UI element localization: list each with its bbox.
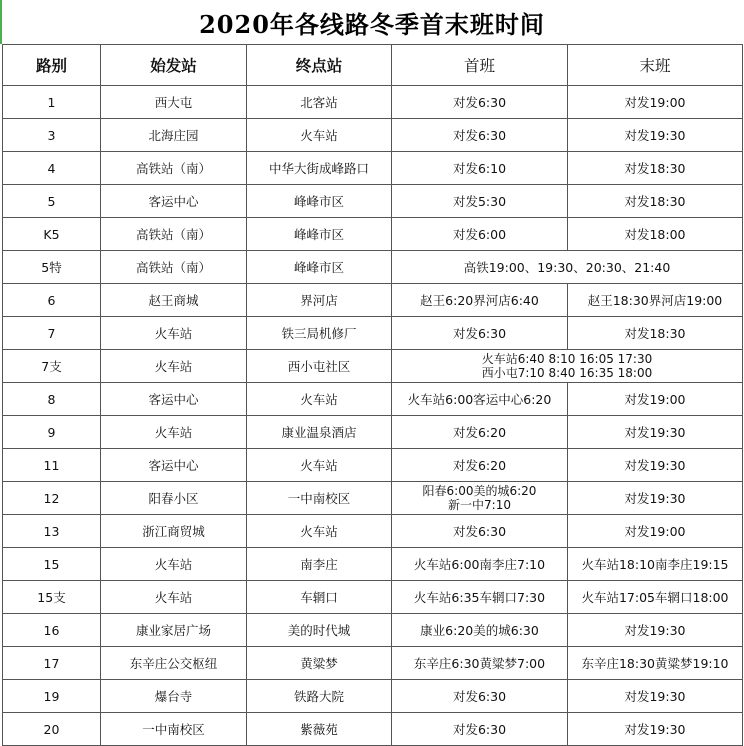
cell-start: 阳春小区 (101, 482, 247, 515)
cell-route: 1 (3, 86, 101, 119)
cell-last: 火车站17:05车辋口18:00 (568, 581, 743, 614)
cell-last: 对发19:30 (568, 680, 743, 713)
cell-first: 东辛庄6:30黄粱梦7:00 (392, 647, 568, 680)
cell-end: 峰峰市区 (247, 185, 392, 218)
table-row (3, 515, 743, 548)
header-first: 首班 (392, 45, 568, 86)
cell-last: 对发19:00 (568, 86, 743, 119)
cell-last: 赵王18:30界河店19:00 (568, 284, 743, 317)
cell-first: 对发6:20 (392, 449, 568, 482)
cell-start: 北海庄园 (101, 119, 247, 152)
cell-last: 对发19:00 (568, 383, 743, 416)
table-row (3, 185, 743, 218)
cell-last: 对发18:30 (568, 185, 743, 218)
cell-start: 康业家居广场 (101, 614, 247, 647)
cell-start: 客运中心 (101, 185, 247, 218)
cell-start: 东辛庄公交枢纽 (101, 647, 247, 680)
cell-end: 峰峰市区 (247, 251, 392, 284)
cell-start: 西大屯 (101, 86, 247, 119)
cell-end: 黄粱梦 (247, 647, 392, 680)
cell-first: 对发6:30 (392, 119, 568, 152)
cell-start: 火车站 (101, 416, 247, 449)
cell-route: 20 (3, 713, 101, 746)
header-start: 始发站 (101, 45, 247, 86)
cell-route: 13 (3, 515, 101, 548)
cell-route: 3 (3, 119, 101, 152)
cell-route: 9 (3, 416, 101, 449)
time-line: 火车站6:40 8:10 16:05 17:30 (481, 352, 653, 366)
table-row (3, 251, 743, 284)
cell-route: 17 (3, 647, 101, 680)
cell-route: 5特 (3, 251, 101, 284)
table-row (3, 416, 743, 449)
cell-route: 6 (3, 284, 101, 317)
table-row (3, 119, 743, 152)
time-line: 新一中7:10 (448, 498, 511, 512)
cell-route: 7支 (3, 350, 101, 383)
cell-start: 高铁站（南） (101, 218, 247, 251)
cell-end: 火车站 (247, 515, 392, 548)
cell-route: 15 (3, 548, 101, 581)
cell-first: 对发6:20 (392, 416, 568, 449)
cell-last: 对发19:30 (568, 119, 743, 152)
cell-end: 西小屯社区 (247, 350, 392, 383)
cell-first: 对发6:30 (392, 515, 568, 548)
header-last: 末班 (568, 45, 743, 86)
cell-start: 火车站 (101, 350, 247, 383)
cell-route: 12 (3, 482, 101, 515)
table-row (3, 350, 743, 383)
cell-end: 火车站 (247, 119, 392, 152)
header-row (3, 45, 743, 86)
cell-first: 对发6:30 (392, 680, 568, 713)
cell-last: 对发19:30 (568, 713, 743, 746)
cell-end: 车辋口 (247, 581, 392, 614)
cell-first: 赵王6:20界河店6:40 (392, 284, 568, 317)
cell-last: 对发19:00 (568, 515, 743, 548)
table-row (3, 284, 743, 317)
cell-route: 8 (3, 383, 101, 416)
cell-end: 北客站 (247, 86, 392, 119)
table-row (3, 482, 743, 515)
table-row (3, 86, 743, 119)
cell-end: 铁路大院 (247, 680, 392, 713)
cell-first: 康业6:20美的城6:30 (392, 614, 568, 647)
schedule-table (2, 44, 743, 746)
cell-route: K5 (3, 218, 101, 251)
cell-start: 一中南校区 (101, 713, 247, 746)
cell-first (392, 482, 568, 515)
cell-first: 火车站6:00客运中心6:20 (392, 383, 568, 416)
cell-start: 客运中心 (101, 449, 247, 482)
table-body (3, 86, 743, 746)
cell-end: 中华大街成峰路口 (247, 152, 392, 185)
cell-merged-times: 高铁19:00、19:30、20:30、21:40 (392, 251, 743, 284)
cell-end: 铁三局机修厂 (247, 317, 392, 350)
table-row (3, 383, 743, 416)
cell-last: 对发19:30 (568, 416, 743, 449)
table-row (3, 449, 743, 482)
cell-start: 高铁站（南） (101, 152, 247, 185)
table-row (3, 680, 743, 713)
table-row (3, 647, 743, 680)
cell-last: 东辛庄18:30黄粱梦19:10 (568, 647, 743, 680)
cell-route: 7 (3, 317, 101, 350)
table-row (3, 152, 743, 185)
cell-first: 火车站6:00南李庄7:10 (392, 548, 568, 581)
time-line: 西小屯7:10 8:40 16:35 18:00 (481, 366, 653, 380)
cell-end: 火车站 (247, 383, 392, 416)
cell-first: 火车站6:35车辋口7:30 (392, 581, 568, 614)
table-row (3, 581, 743, 614)
cell-route: 5 (3, 185, 101, 218)
cell-last: 对发19:30 (568, 449, 743, 482)
cell-end: 南李庄 (247, 548, 392, 581)
cell-merged-times (392, 350, 743, 383)
cell-last: 对发19:30 (568, 614, 743, 647)
table-row (3, 548, 743, 581)
table-row (3, 218, 743, 251)
cell-first: 对发6:00 (392, 218, 568, 251)
cell-route: 16 (3, 614, 101, 647)
table-row (3, 713, 743, 746)
cell-route: 11 (3, 449, 101, 482)
cell-last: 对发18:30 (568, 317, 743, 350)
cell-last: 对发19:30 (568, 482, 743, 515)
cell-end: 紫薇苑 (247, 713, 392, 746)
cell-end: 界河店 (247, 284, 392, 317)
header-route: 路别 (3, 45, 101, 86)
cell-start: 客运中心 (101, 383, 247, 416)
cell-end: 火车站 (247, 449, 392, 482)
cell-end: 康业温泉酒店 (247, 416, 392, 449)
cell-start: 赵王商城 (101, 284, 247, 317)
cell-first: 对发5:30 (392, 185, 568, 218)
cell-start: 爆台寺 (101, 680, 247, 713)
cell-end: 一中南校区 (247, 482, 392, 515)
cell-first: 对发6:10 (392, 152, 568, 185)
table-row (3, 614, 743, 647)
page-title: 2020年各线路冬季首末班时间 (199, 9, 545, 39)
cell-end: 峰峰市区 (247, 218, 392, 251)
time-line: 阳春6:00美的城6:20 (422, 484, 537, 498)
cell-route: 4 (3, 152, 101, 185)
cell-start: 火车站 (101, 548, 247, 581)
cell-first: 对发6:30 (392, 713, 568, 746)
cell-last: 对发18:30 (568, 152, 743, 185)
cell-first: 对发6:30 (392, 317, 568, 350)
cell-end: 美的时代城 (247, 614, 392, 647)
cell-start: 浙江商贸城 (101, 515, 247, 548)
cell-last: 对发18:00 (568, 218, 743, 251)
cell-route: 15支 (3, 581, 101, 614)
cell-last: 火车站18:10南李庄19:15 (568, 548, 743, 581)
cell-first: 对发6:30 (392, 86, 568, 119)
cell-start: 高铁站（南） (101, 251, 247, 284)
cell-start: 火车站 (101, 317, 247, 350)
header-end: 终点站 (247, 45, 392, 86)
table-row (3, 317, 743, 350)
cell-start: 火车站 (101, 581, 247, 614)
cell-route: 19 (3, 680, 101, 713)
